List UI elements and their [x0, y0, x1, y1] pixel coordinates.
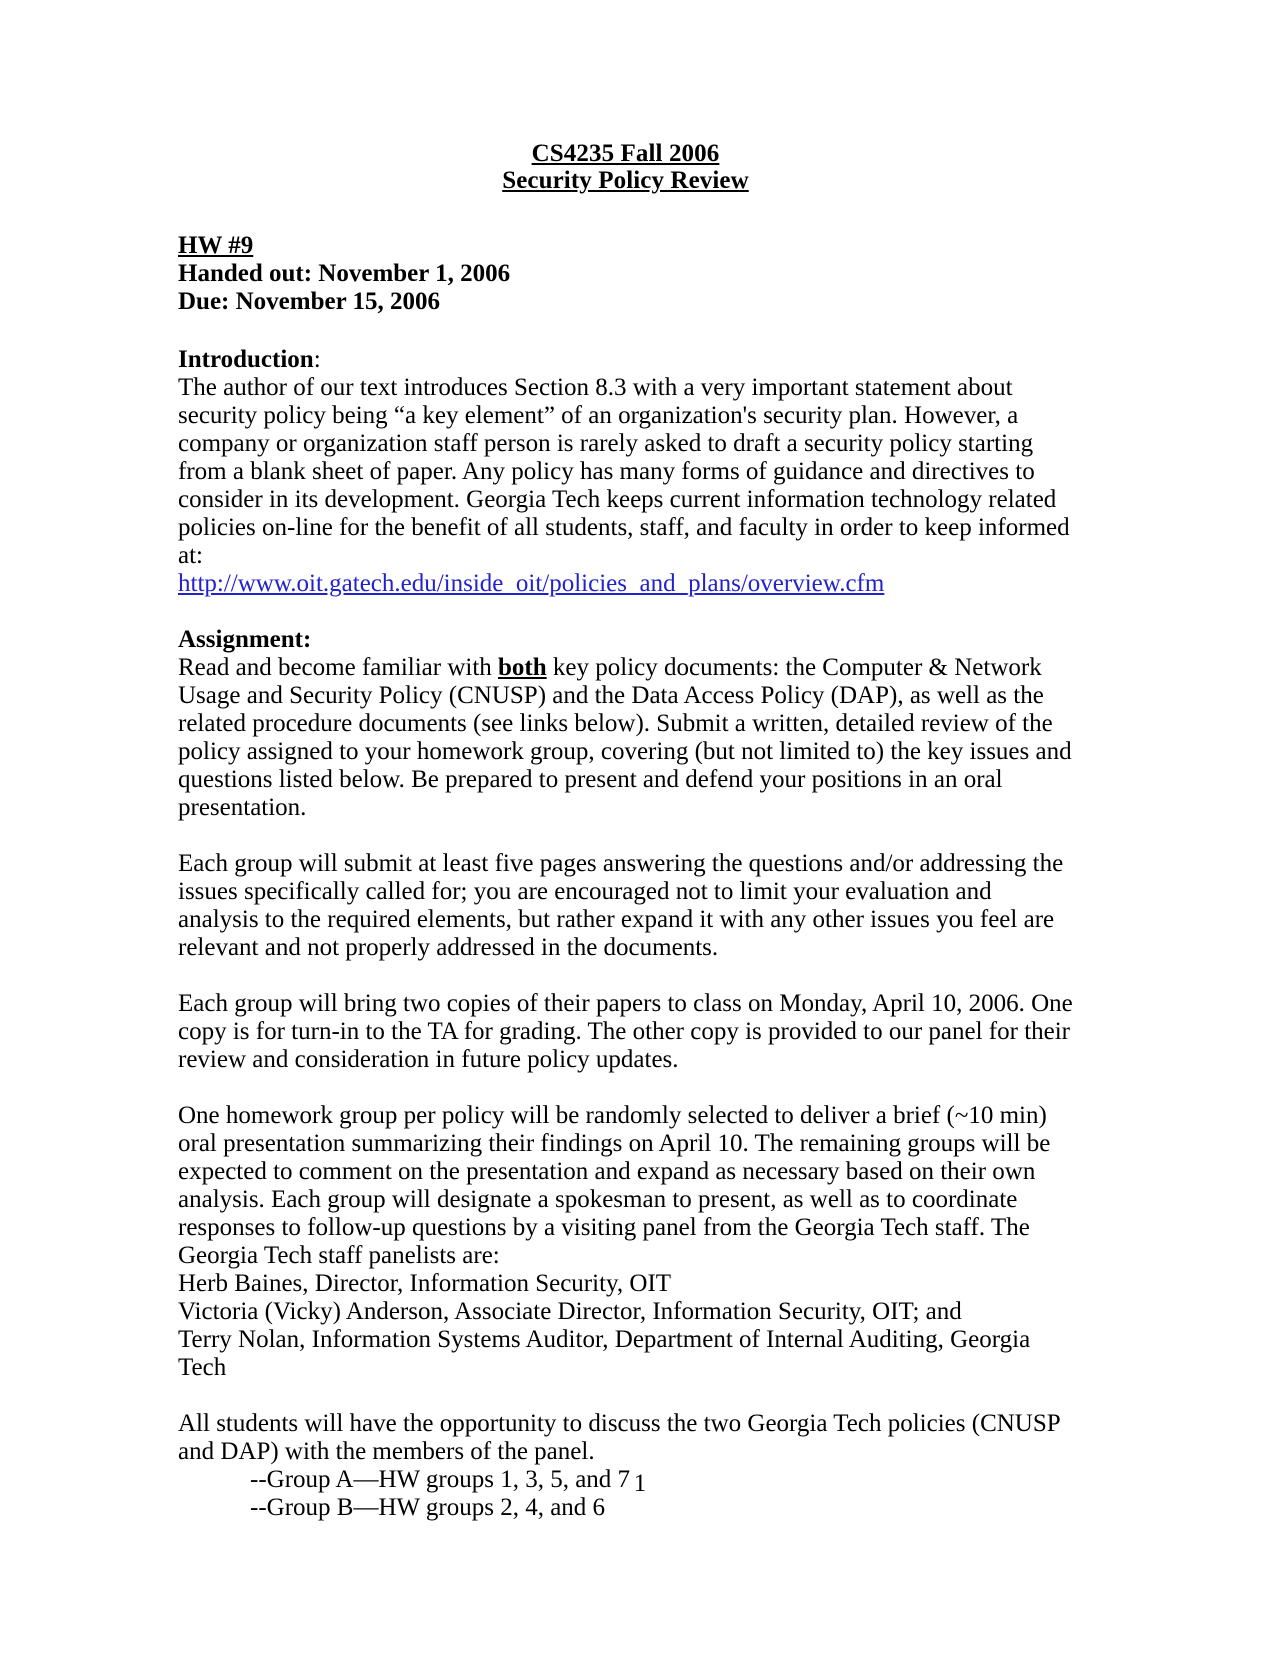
introduction-heading-colon: :: [313, 346, 321, 373]
group-line-a: --Group A—HW groups 1, 3, 5, and 7: [250, 1466, 631, 1493]
title-line-subject: [178, 167, 1073, 194]
group-line-b: --Group B—HW groups 2, 4, and 6: [250, 1494, 606, 1521]
introduction-paragraph: The author of our text introduces Section 8.3 with a very important statement about security policy being “a key element” of an organization's security plan. However, a company or organization staff person is rarely asked to draft a security policy starting from a blank sheet of paper. Any policy has many forms of guidance and directives to consider in its development. Georgia Tech keeps current information technology related policies on-line for the benefit of all students, staff, and faculty in order to keep informed at:: [178, 374, 1070, 569]
title-course-text: CS4235 Fall 2006: [531, 140, 720, 167]
title-line-course: [178, 140, 1073, 167]
assignment-paragraph-5: All students will have the opportunity to discuss the two Georgia Tech policies (CNUSP and DAP) with the members of the panel.: [178, 1410, 1060, 1465]
assignment-p1-after-bold: key policy documents: the Computer & Network Usage and Security Policy (CNUSP) and the Data Access Policy (DAP), as well as the related procedure documents (see links below). Submit a written, detailed review of the policy assigned to your homework group, covering (but not limited to) the key issues and questions listed below. Be prepared to present and defend your positions in an oral presentation.: [178, 654, 1072, 821]
policy-overview-link[interactable]: http://www.oit.gatech.edu/inside_oit/policies_and_plans/overview.cfm: [178, 570, 885, 597]
assignment-emphasis-both: both: [498, 654, 547, 681]
hw-number-line: [178, 232, 1073, 260]
introduction-heading: [178, 346, 1073, 374]
assignment-meta-block: [178, 232, 1073, 316]
assignment-paragraph-2: Each group will submit at least five pages answering the questions and/or addressing the issues specifically called for; you are encouraged not to limit your evaluation and analysis to the required elements, but rather expand it with any other issues you feel are relevant and not properly addressed in the documents.: [178, 850, 1064, 961]
spacer-1: [178, 822, 1073, 850]
spacer-2: [178, 962, 1073, 990]
hw-number-text: HW #9: [178, 232, 254, 259]
document-body: [178, 140, 1073, 1522]
spacer-before-assignment: [178, 598, 1073, 626]
assignment-paragraph-4: One homework group per policy will be randomly selected to deliver a brief (~10 min) oral presentation summarizing their findings on April 10. The remaining groups will be expected to comment on the presentation and expand as necessary based on their own analysis. Each group will designate a spokesman to present, as well as to coordinate responses to follow-up questions by a visiting panel from the Georgia Tech staff. The Georgia Tech staff panelists are:: [178, 1102, 1051, 1269]
assignment-p1-before-bold: Read and become familiar with: [178, 654, 499, 681]
introduction-section: [178, 346, 1073, 598]
spacer-4: [178, 1382, 1073, 1410]
handed-out-line: Handed out: November 1, 2006: [178, 260, 511, 287]
title-subject-text: Security Policy Review: [502, 167, 749, 194]
panelist-line-3: Terry Nolan, Information Systems Auditor, Department of Internal Auditing, Georgia Tech: [178, 1326, 1031, 1381]
panelist-line-1: Herb Baines, Director, Information Security, OIT: [178, 1270, 672, 1297]
assignment-paragraph-1: [178, 654, 1073, 822]
panelist-line-2: Victoria (Vicky) Anderson, Associate Director, Information Security, OIT; and: [178, 1298, 962, 1325]
assignment-paragraph-3: Each group will bring two copies of their papers to class on Monday, April 10, 2006. One copy is for turn-in to the TA for grading. The other copy is provided to our panel for their review and consideration in future policy updates.: [178, 990, 1073, 1073]
policy-overview-link-row: [178, 570, 1073, 598]
document-title-block: [178, 140, 1073, 194]
due-date-line: Due: November 15, 2006: [178, 288, 440, 315]
assignment-heading: Assignment:: [178, 626, 312, 653]
spacer-3: [178, 1074, 1073, 1102]
assignment-section: [178, 626, 1073, 1522]
introduction-heading-text: Introduction: [178, 346, 314, 373]
page-number: 1: [633, 1470, 647, 1497]
